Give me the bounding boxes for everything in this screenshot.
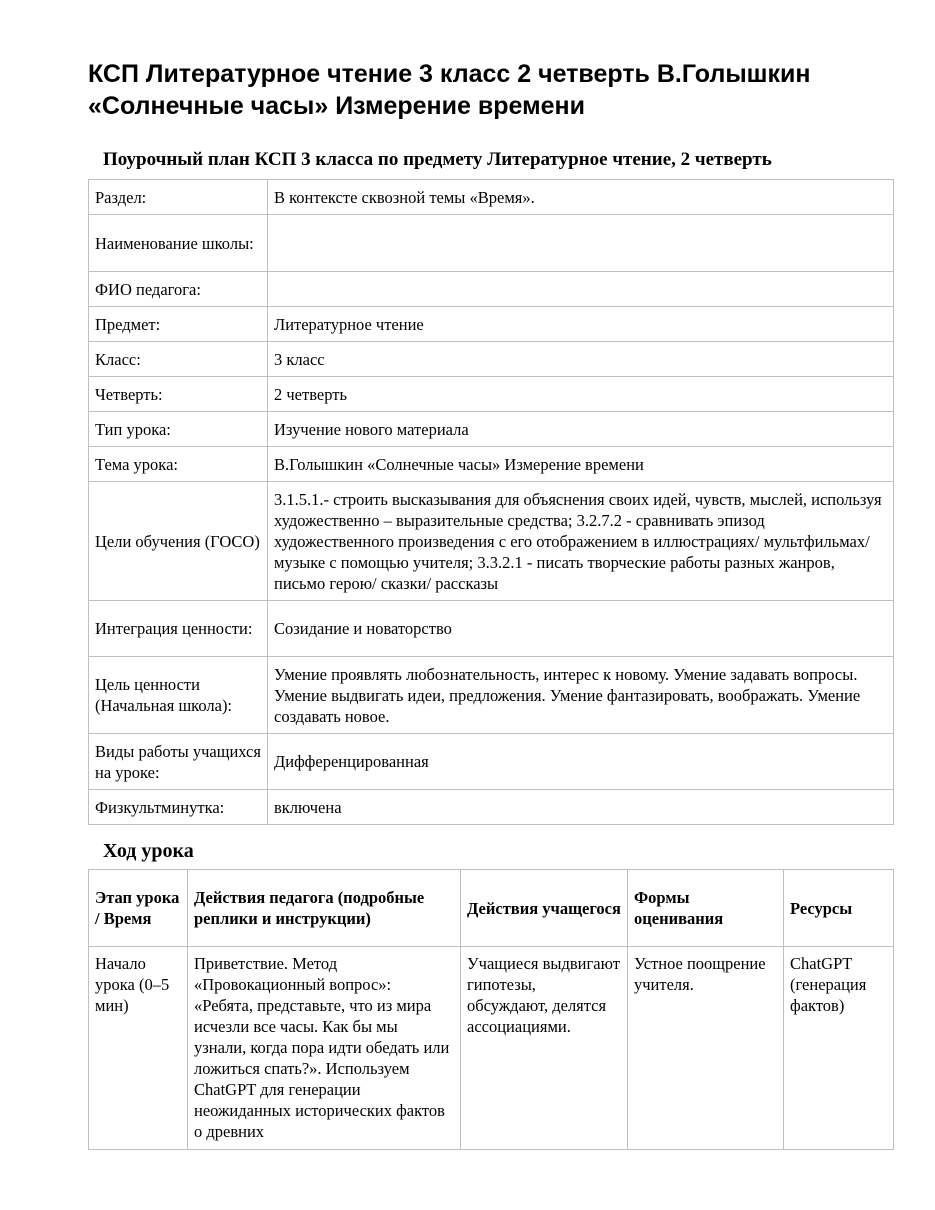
table-row — [89, 947, 894, 1150]
teacher-actions-cell: Приветствие. Метод «Провокационный вопрос»: «Ребята, представьте, что из мира исчезли все часы. Как бы мы узнали, когда пора идти обедать или ложиться спать?». Используем ChatGPT для генерации неожиданных исторических фактов о древних — [188, 947, 461, 1150]
plan-value: Литературное чтение — [268, 307, 894, 342]
plan-row-school — [89, 215, 894, 272]
plan-label: Предмет: — [89, 307, 268, 342]
assessment-cell: Устное поощрение учителя. — [628, 947, 784, 1150]
plan-label: Цель ценности (Начальная школа): — [89, 657, 268, 734]
column-header-teacher-actions: Действия педагога (подробные реплики и инструкции) — [188, 870, 461, 947]
plan-value: Изучение нового материала — [268, 412, 894, 447]
plan-label: Класс: — [89, 342, 268, 377]
plan-row-physical-break — [89, 790, 894, 825]
lesson-progress-table — [88, 869, 894, 1150]
plan-label: Виды работы учащихся на уроке: — [89, 734, 268, 790]
plan-value: Дифференцированная — [268, 734, 894, 790]
resources-cell: ChatGPT (генерация фактов) — [784, 947, 894, 1150]
plan-value: Умение проявлять любознательность, интерес к новому. Умение задавать вопросы. Умение выдвигать идеи, предложения. Умение фантазировать, воображать. Умение создавать новое. — [268, 657, 894, 734]
plan-row-lesson-type — [89, 412, 894, 447]
lesson-table-header-row — [89, 870, 894, 947]
plan-value: В.Голышкин «Солнечные часы» Измерение времени — [268, 447, 894, 482]
plan-row-topic — [89, 447, 894, 482]
lesson-plan-table — [88, 179, 894, 825]
plan-value: включена — [268, 790, 894, 825]
plan-label: Тип урока: — [89, 412, 268, 447]
student-actions-cell: Учащиеся выдвигают гипотезы, обсуждают, делятся ассоциациями. — [461, 947, 628, 1150]
plan-heading: Поурочный план КСП 3 класса по предмету Литературное чтение, 2 четверть — [103, 149, 772, 170]
plan-row-values-integration — [89, 601, 894, 657]
plan-label: Цели обучения (ГОСО) — [89, 482, 268, 601]
column-header-stage: Этап урока / Время — [89, 870, 188, 947]
plan-label: Физкультминутка: — [89, 790, 268, 825]
plan-value — [268, 272, 894, 307]
lesson-progress-heading: Ход урока — [103, 840, 194, 862]
plan-row-value-goal — [89, 657, 894, 734]
plan-label: Тема урока: — [89, 447, 268, 482]
plan-label: ФИО педагога: — [89, 272, 268, 307]
plan-label: Интеграция ценности: — [89, 601, 268, 657]
plan-row-teacher — [89, 272, 894, 307]
plan-value: 2 четверть — [268, 377, 894, 412]
plan-row-subject — [89, 307, 894, 342]
plan-value — [268, 215, 894, 272]
plan-row-grade — [89, 342, 894, 377]
plan-label: Наименование школы: — [89, 215, 268, 272]
plan-value: В контексте сквозной темы «Время». — [268, 180, 894, 215]
document-title: КСП Литературное чтение 3 класс 2 четверть В.Голышкин «Солнечные часы» Измерение времени — [88, 60, 811, 120]
plan-value: 3 класс — [268, 342, 894, 377]
column-header-resources: Ресурсы — [784, 870, 894, 947]
plan-value: 3.1.5.1.- строить высказывания для объяснения своих идей, чувств, мыслей, используя художественно – выразительные средства; 3.2.7.2 - сравнивать эпизод художественного произведения с его отображением в иллюстрациях/ мультфильмах/ музыке с помощью учителя; 3.3.2.1 - писать творческие работы разных жанров, письмо герою/ сказки/ рассказы — [268, 482, 894, 601]
stage-cell: Начало урока (0–5 мин) — [89, 947, 188, 1150]
plan-value: Созидание и новаторство — [268, 601, 894, 657]
column-header-assessment: Формы оценивания — [628, 870, 784, 947]
column-header-student-actions: Действия учащегося — [461, 870, 628, 947]
plan-label: Четверть: — [89, 377, 268, 412]
plan-row-learning-goals — [89, 482, 894, 601]
plan-label: Раздел: — [89, 180, 268, 215]
plan-row-section — [89, 180, 894, 215]
plan-row-work-types — [89, 734, 894, 790]
plan-row-quarter — [89, 377, 894, 412]
